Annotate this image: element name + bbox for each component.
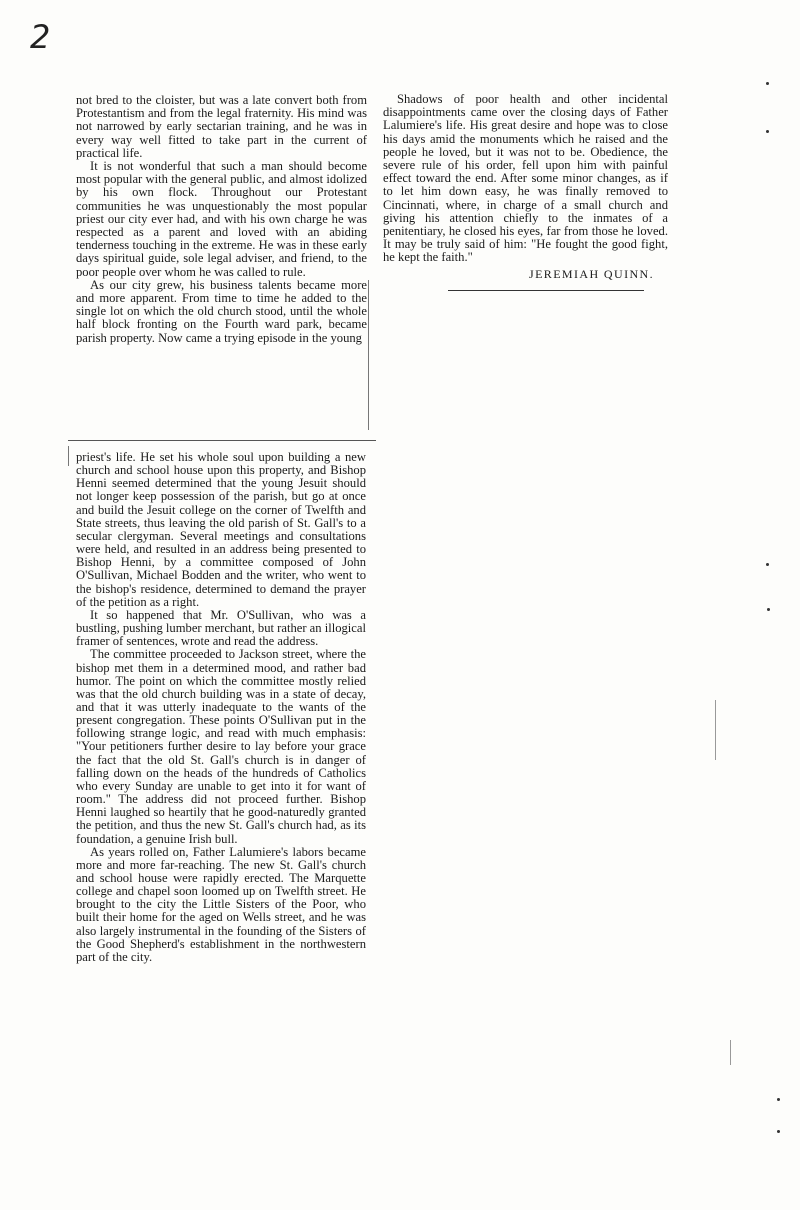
paragraph: Shadows of poor health and other incidental disappointments came over the closing days of Father Lalumiere's life. His great desire and hope was to close his days amid the monuments which he raised and the people he loved, but it was not to be. Obedience, the severe rule of his order, fell upon him with painful effect toward the end. After some minor changes, as if to let him down easy, he was finally removed to Cincinnati, where, in charge of a small church and giving his attention chiefly to the inmates of a penitentiary, he closed his eyes, far from those he loved. It may be truly said of him: "He fought the good fight, he kept the faith." xyxy=(383,92,668,265)
article-column-left-bottom xyxy=(76,451,366,964)
page-number: 2 xyxy=(30,18,51,56)
scan-speck xyxy=(777,1130,780,1133)
clipping-edge xyxy=(730,1040,731,1065)
clipping-edge xyxy=(68,446,69,466)
article-column-right xyxy=(383,93,668,281)
paragraph: As our city grew, his business talents became more and more apparent. From time to time he added to the single lot on which the old church stood, until the whole half block fronting on the Fourth ward park, became parish property. Now came a trying episode in the young xyxy=(76,277,367,345)
paragraph: It so happened that Mr. O'Sullivan, who was a bustling, pushing lumber merchant, but rather an illogical framer of sentences, wrote and read the address. xyxy=(76,607,366,649)
paragraph: not bred to the cloister, but was a late convert both from Protestantism and from the legal fraternity. His mind was not narrowed by early sectarian training, and he was in every way well fitted to take part in the current of practical life. xyxy=(76,93,367,160)
paragraph: It is not wonderful that such a man should become most popular with the general public, and almost idolized by his own flock. Throughout our Protestant communities he was unquestionably the most popular priest our city ever had, and with his own charge he was respected as a parent and loved with an abiding tenderness touching in the extreme. He was in these early days spiritual guide, sole legal adviser, and friend, to the poor people over whom he was called to rule. xyxy=(76,159,367,279)
paragraph: As years rolled on, Father Lalumiere's labors became more and more far-reaching. The new St. Gall's church and school house were rapidly erected. The Marquette college and chapel soon loomed up on Twelfth street. He brought to the city the Little Sisters of the Poor, who built their home for the aged on Wells street, and he was also largely instrumental in the founding of the Sisters of the Good Shepherd's establishment in the northwestern part of the city. xyxy=(76,844,366,964)
scan-speck xyxy=(766,130,769,133)
article-column-left-top xyxy=(76,94,367,345)
author-signature: JEREMIAH QUINN. xyxy=(529,266,654,281)
paragraph: The committee proceeded to Jackson street, where the bishop met them in a determined mood, and rather bad humor. The point on which the committee mostly relied was that the old church building was in a state of decay, and that it was utterly inadequate to the wants of the present congregation. These points O'Sullivan put in the following strange logic, and read with much emphasis: "Your petitioners further desire to lay before your grace the fact that the old St. Gall's church is in danger of falling down on the heads of the hundreds of Catholics who every Sunday are unable to get into it for want of room." The address did not proceed further. Bishop Henni laughed so heartily that he good-naturedly granted the petition, and thus the new St. Gall's church had, as its foundation, a genuine Irish bull. xyxy=(76,647,366,846)
scan-speck xyxy=(777,1098,780,1101)
clipping-edge xyxy=(368,280,369,430)
clipping-edge xyxy=(715,700,716,760)
signature-rule xyxy=(448,290,644,291)
paragraph: priest's life. He set his whole soul upon building a new church and school house upon this property, and Bishop Henni seemed determined that the young Jesuit should not longer keep possession of the parish, but go at once and build the Jesuit college on the corner of Twelfth and State streets, thus leaving the old parish of St. Gall's to a secular clergyman. Several meetings and consultations were held, and resulted in an address being presented to Bishop Henni, by a committee composed of John O'Sullivan, Michael Bodden and the writer, who went to the bishop's residence, determined to demand the prayer of the petition as a right. xyxy=(76,450,366,609)
scan-speck xyxy=(766,563,769,566)
column-divider-rule xyxy=(68,440,376,441)
scan-speck xyxy=(766,82,769,85)
scan-speck xyxy=(767,608,770,611)
